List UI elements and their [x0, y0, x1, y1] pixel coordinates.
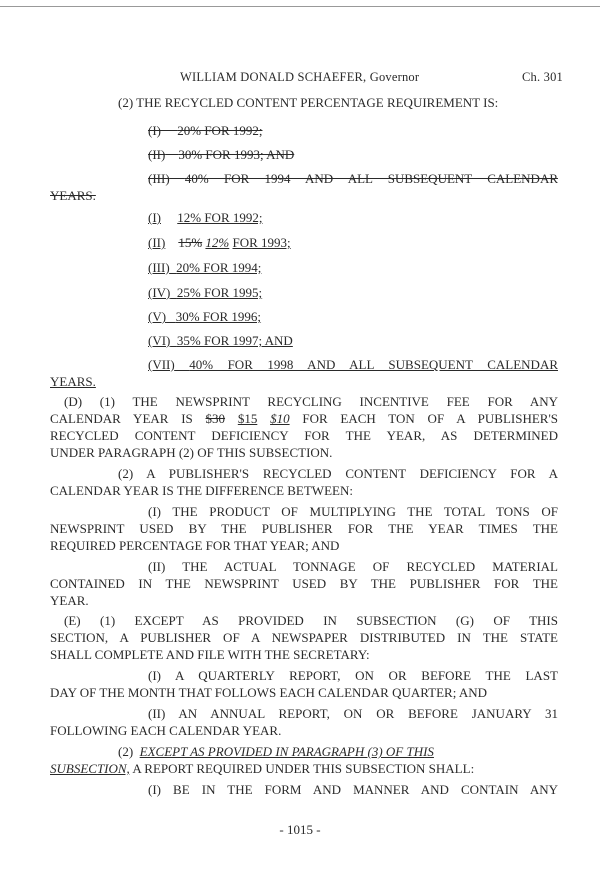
new-item-1: (I) 12% FOR 1992; — [148, 210, 263, 225]
e2-line-1: (2) EXCEPT AS PROVIDED IN PARAGRAPH (3) OF THIS — [118, 744, 434, 759]
old-item-1: (I) 20% FOR 1992; — [148, 123, 263, 138]
d-line-3: RECYCLED CONTENT DEFICIENCY FOR THE YEAR, AS DETERMINED — [50, 428, 558, 443]
new-item-7: (VII) 40% FOR 1998 AND ALL SUBSEQUENT CALENDAR — [148, 357, 558, 372]
e2i-line-1: (I) BE IN THE FORM AND MANNER AND CONTAIN ANY — [148, 782, 558, 797]
p2-intro: (2) THE RECYCLED CONTENT PERCENTAGE REQUIREMENT IS: — [118, 95, 499, 110]
d2-line-2: CALENDAR YEAR IS THE DIFFERENCE BETWEEN: — [50, 483, 353, 498]
d2i-line-1: (I) THE PRODUCT OF MULTIPLYING THE TOTAL TONS OF — [148, 504, 558, 519]
e-line-3: SHALL COMPLETE AND FILE WITH THE SECRETARY: — [50, 647, 370, 662]
new-item-7-cont: YEARS. — [50, 374, 96, 389]
d2i-line-3: REQUIRED PERCENTAGE FOR THAT YEAR; AND — [50, 538, 340, 553]
new-item-4: (IV) 25% FOR 1995; — [148, 285, 263, 300]
d2ii-line-3: YEAR. — [50, 593, 89, 608]
new-item-3: (III) 20% FOR 1994; — [148, 260, 262, 275]
page-number: - 1015 - — [279, 822, 321, 837]
e1i-line-1: (I) A QUARTERLY REPORT, ON OR BEFORE THE LAST — [148, 668, 558, 683]
old-item-2: (II) 30% FOR 1993; AND — [148, 147, 295, 162]
e-line-2: SECTION, A PUBLISHER OF A NEWSPAPER DISTRIBUTED IN THE STATE — [50, 630, 558, 645]
d-line-4: UNDER PARAGRAPH (2) OF THIS SUBSECTION. — [50, 445, 333, 460]
e1ii-line-1: (II) AN ANNUAL REPORT, ON OR BEFORE JANUARY 31 — [148, 706, 558, 721]
running-header-chapter: Ch. 301 — [522, 70, 563, 84]
d-line-1: (D) (1) THE NEWSPRINT RECYCLING INCENTIVE FEE FOR ANY — [64, 394, 558, 409]
e-line-1: (E) (1) EXCEPT AS PROVIDED IN SUBSECTION (G) OF THIS — [64, 613, 558, 628]
d2ii-line-2: CONTAINED IN THE NEWSPRINT USED BY THE PUBLISHER FOR THE — [50, 576, 558, 591]
e1i-line-2: DAY OF THE MONTH THAT FOLLOWS EACH CALENDAR QUARTER; AND — [50, 685, 488, 700]
d-line-2: CALENDAR YEAR IS $30 $15 $10 FOR EACH TON OF A PUBLISHER'S — [50, 411, 559, 426]
new-item-5: (V) 30% FOR 1996; — [148, 309, 262, 324]
new-item-2: (II) 15% 12% FOR 1993; — [148, 235, 291, 250]
new-item-6: (VI) 35% FOR 1997; AND — [148, 333, 293, 348]
d2ii-line-1: (II) THE ACTUAL TONNAGE OF RECYCLED MATERIAL — [148, 559, 558, 574]
e2-line-2: SUBSECTION, A REPORT REQUIRED UNDER THIS SUBSECTION SHALL: — [50, 761, 475, 776]
top-rule — [0, 6, 600, 7]
e1ii-line-2: FOLLOWING EACH CALENDAR YEAR. — [50, 723, 282, 738]
old-item-3: (III) 40% FOR 1994 AND ALL SUBSEQUENT CALENDAR — [148, 171, 559, 186]
running-header-governor: WILLIAM DONALD SCHAEFER, Governor — [180, 70, 420, 84]
d2-line-1: (2) A PUBLISHER'S RECYCLED CONTENT DEFICIENCY FOR A — [118, 466, 558, 481]
old-item-3-cont: YEARS. — [50, 188, 96, 203]
d2i-line-2: NEWSPRINT USED BY THE PUBLISHER FOR THE YEAR TIMES THE — [50, 521, 558, 536]
